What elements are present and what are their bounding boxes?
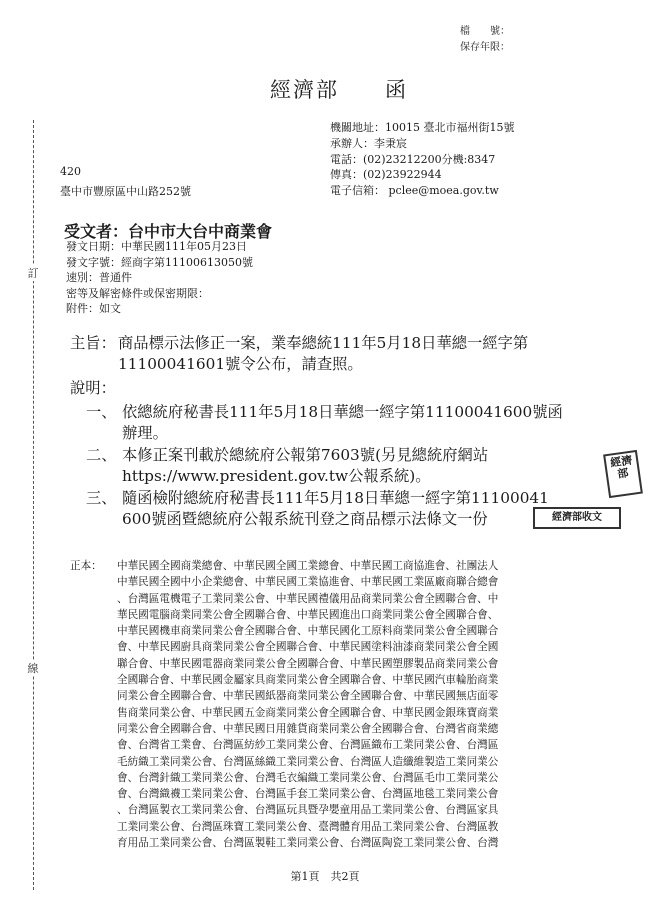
speed-class: 速別：普通件 <box>66 271 132 284</box>
agency-phone: 電話：(02)23212200分機:8347 <box>330 152 496 166</box>
copies-line: 、台灣區電機電子工業同業公會、中華民國禮儀用品商業同業公會全國聯合會、中 <box>117 592 499 605</box>
item-line-2: 600號函暨總統府公報系統刊登之商品標示法條文一份 <box>122 509 488 528</box>
item-line-1: 隨函檢附總統府秘書長111年5月18日華總一經字第11100041 <box>122 489 549 507</box>
copies-line: 華民國電腦商業同業公會全國聯合會、中華民國進出口商業同業公會全國聯合會、 <box>117 608 499 621</box>
recipient-address: 臺中市豐原區中山路252號 <box>60 185 191 198</box>
copies-line: 同業公會全國聯合會、中華民國日用雜貨商業同業公會全國聯合會、台灣省商業總 <box>117 722 499 735</box>
agency-contact: 承辦人：李秉宸 <box>330 136 407 150</box>
subject-label: 主旨： <box>70 334 116 352</box>
attachments: 附件：如文 <box>66 302 121 315</box>
recipient-line: 受文者：台中市大台中商業會 <box>64 222 273 241</box>
copies-line: 毛紡織工業同業公會、台灣區絲織工業同業公會、台灣區人造纖維製造工業同業公 <box>117 755 499 768</box>
explanation-label: 說明： <box>70 379 116 397</box>
copies-line: 全國聯合會、中華民國金屬家具商業同業公會全國聯合會、中華民國汽車輪胎商業 <box>117 674 499 687</box>
copies-label: 正本： <box>70 560 102 572</box>
copies-line: 、台灣區製衣工業同業公會、台灣區玩具暨孕嬰童用品工業同業公會、台灣區家具 <box>117 804 499 817</box>
item-number: 三、 <box>86 489 117 507</box>
copies-line: 育用品工業同業公會、台灣區製鞋工業同業公會、台灣區陶瓷工業同業公會、台灣 <box>117 837 499 850</box>
copies-line: 中華民國全國中小企業總會、中華民國工業協進會、中華民國工業區廠商聯合總會 <box>117 576 499 589</box>
item-line-1: 本修正案刊載於總統府公報第7603號(另見總統府網站 <box>122 446 489 464</box>
received-stamp: 經濟部收文 <box>533 507 621 529</box>
agency-fax: 傳真：(02)23922944 <box>330 168 442 182</box>
item-number: 二、 <box>86 446 117 464</box>
copies-line: 售商業同業公會、中華民國五金商業同業公會全國聯合會、中華民國金銀珠寶商業 <box>117 706 499 719</box>
binding-mark-ding: 訂 <box>27 267 39 280</box>
copies-line: 工業同業公會、台灣區珠寶工業同業公會、臺灣體育用品工業同業公會、台灣區教 <box>117 820 499 833</box>
document-number: 發文字號：經商字第11100613050號 <box>66 255 253 269</box>
copies-line: 會、台灣織襪工業同業公會、台灣區手套工業同業公會、台灣區地毯工業同業公會 <box>117 788 499 801</box>
copies-line: 聯合會、中華民國電器商業同業公會全國聯合會、中華民國塑膠製品商業同業公會 <box>117 657 499 670</box>
agency-email: 電子信箱： pclee@moea.gov.tw <box>330 184 499 198</box>
agency-address: 機關地址：10015 臺北市福州街15號 <box>330 121 515 134</box>
recipient-zip: 420 <box>60 165 81 178</box>
secrecy-level: 密等及解密條件或保密期限： <box>66 286 209 300</box>
issue-date: 發文日期：中華民國111年05月23日 <box>66 240 247 253</box>
item-line-2: https://www.president.gov.tw公報系統)。 <box>122 466 431 485</box>
retention-label: 保存年限： <box>460 42 510 53</box>
copies-list <box>117 558 617 851</box>
subject-text <box>118 333 598 374</box>
copies-line: 中華民國機車商業同業公會全國聯合會、中華民國化工原料商業同業公會全國聯合 <box>117 625 499 638</box>
item-line-1: 依總統府秘書長111年5月18日華總一經字第11100041600號函 <box>122 403 563 421</box>
agency-info <box>330 120 570 199</box>
copies-line: 會、台灣省工業會、台灣區紡紗工業同業公會、台灣區織布工業同業公會、台灣區 <box>117 739 499 752</box>
copies-line: 會、中華民國廚具商業同業公會全國聯合會、中華民國塗料油漆商業同業公會全國 <box>117 641 499 654</box>
seal-stamp: 經濟部 <box>603 450 643 498</box>
copies-line: 會、台灣針織工業同業公會、台灣毛衣編織工業同業公會、台灣區毛巾工業同業公 <box>117 771 499 784</box>
copies-line: 同業公會全國聯合會、中華民國紙器商業同業公會全國聯合會、中華民國無店面零 <box>117 690 499 703</box>
binding-mark-xian: 線 <box>27 662 39 675</box>
page-title: 經濟部 函 <box>270 78 408 102</box>
doc-meta <box>66 239 253 317</box>
subject-line-2: 11100041601號令公布，請查照。 <box>118 354 363 373</box>
item-line-2: 辦理。 <box>122 423 168 442</box>
item-number: 一、 <box>86 403 117 421</box>
file-number-label: 檔 號： <box>460 26 510 37</box>
page-number: 第1頁 共2頁 <box>290 870 360 883</box>
copies-line: 中華民國全國商業總會、中華民國全國工業總會、中華民國工商協進會、社團法人 <box>117 560 499 572</box>
subject-line-1: 商品標示法修正一案，業奉總統111年5月18日華總一經字第 <box>118 334 529 352</box>
binding-line <box>33 120 34 890</box>
